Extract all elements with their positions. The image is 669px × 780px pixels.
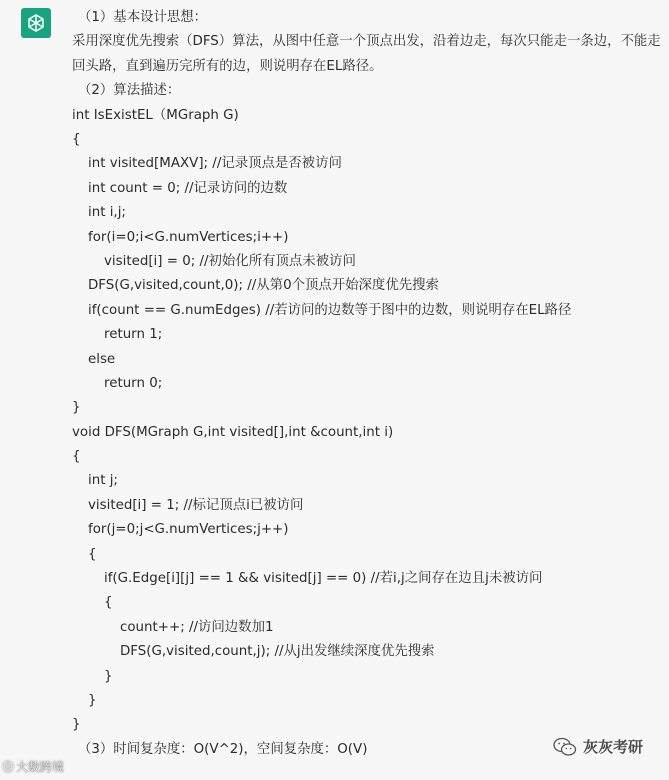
code-line: if(G.Edge[i][j] == 1 && visited[j] == 0) //若i,j之间存在边且j未被访问 (104, 571, 543, 587)
code-line: { (104, 595, 113, 611)
code-line: for(j=0;j<G.numVertices;j++) (88, 522, 289, 538)
watermark-right-text: 灰灰考研 (583, 738, 644, 756)
code-line: else (88, 351, 116, 367)
section3-text: （3）时间复杂度：O(V^2)，空间复杂度：O(V) (78, 741, 368, 757)
code-line: { (72, 131, 81, 147)
assistant-message (72, 6, 662, 762)
watermark-logo-icon: ⓪ (2, 760, 15, 774)
code-line: DFS(G,visited,count,j); //从j出发继续深度优先搜索 (120, 644, 435, 660)
section1-heading: （1）基本设计思想： (78, 10, 208, 25)
code-line: if(count == G.numEdges) //若访问的边数等于图中的边数，则说明存在EL路径 (88, 302, 572, 318)
code-line: DFS(G,visited,count,0); //从第0个顶点开始深度优先搜索 (88, 278, 439, 294)
code-block (72, 104, 662, 738)
code-line: int IsExistEL（MGraph G) (72, 107, 239, 123)
code-line: void DFS(MGraph G,int visited[],int &count,int i) (72, 424, 394, 440)
code-line: int count = 0; //记录访问的边数 (88, 180, 288, 196)
watermark-left (2, 758, 64, 775)
code-line: } (72, 717, 81, 733)
code-line: int i,j; (88, 205, 126, 221)
watermark-left-text: 大数跨境 (16, 760, 65, 774)
assistant-avatar (21, 8, 51, 38)
watermark-right (553, 736, 643, 757)
code-line: } (104, 668, 113, 684)
code-line: visited[i] = 1; //标记顶点i已被访问 (88, 497, 304, 513)
code-line: int visited[MAXV]; //记录顶点是否被访问 (88, 156, 342, 172)
code-line: { (88, 546, 97, 562)
code-line: } (88, 692, 97, 708)
code-line: return 1; (104, 327, 163, 343)
code-line: return 0; (104, 375, 163, 391)
code-line: visited[i] = 0; //初始化所有顶点未被访问 (104, 253, 356, 269)
section2-heading: （2）算法描述： (78, 83, 181, 99)
code-line: for(i=0;i<G.numVertices;i++) (88, 229, 289, 245)
section1-body: 采用深度优先搜索（DFS）算法，从图中任意一个顶点出发，沿着边走，每次只能走一条边，不能走回头路，直到遍历完所有的边，则说明存在EL路径。 (72, 34, 661, 74)
code-line: count++; //访问边数加1 (120, 619, 274, 635)
wechat-icon (553, 737, 577, 757)
code-line: int j; (88, 473, 118, 489)
openai-logo-icon (25, 12, 47, 34)
code-line: { (72, 449, 81, 465)
code-line: } (72, 400, 81, 416)
